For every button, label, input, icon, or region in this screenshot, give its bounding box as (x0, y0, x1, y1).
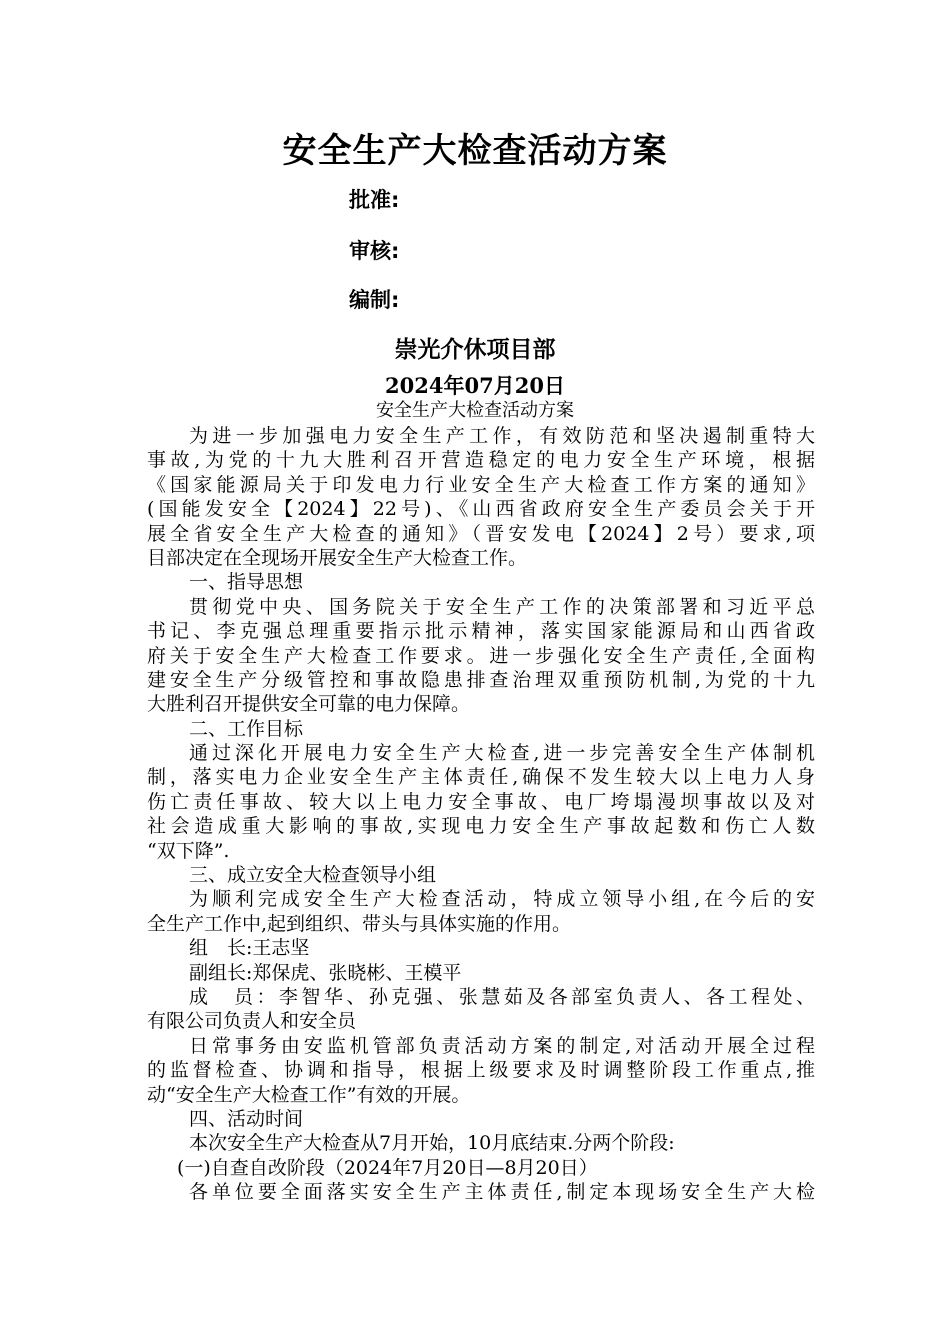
organization-name: 崇光介休项目部 (394, 337, 556, 363)
section-heading: 三、成立安全大检查领导小组 (189, 864, 437, 887)
body-line: 《国家能源局关于印发电力行业安全生产大检查工作方案的通知》 (147, 473, 815, 496)
subsection-heading: (一)自查自改阶段（2024年7月20日—8月20日） (177, 1156, 598, 1179)
document-title: 安全生产大检查活动方案 (282, 131, 668, 171)
body-line: 府关于安全生产大检查工作要求。进一步强化安全生产责任,全面构 (147, 644, 815, 667)
document-subtitle: 安全生产大检查活动方案 (376, 400, 574, 421)
body-line: 有限公司负责人和安全员 (147, 1010, 357, 1033)
document-date: 2024年07月20日 (385, 373, 565, 398)
body-line: 制，落实电力企业安全生产主体责任,确保不发生较大以上电力人身 (147, 766, 815, 789)
body-line: 全生产工作中,起到组织、带头与具体实施的作用。 (147, 912, 572, 935)
body-line: 通过深化开展电力安全生产大检查,进一步完善安全生产体制机 (189, 742, 815, 765)
body-line: 为顺利完成安全生产大检查活动，特成立领导小组,在今后的安 (189, 888, 815, 911)
section-heading: 一、指导思想 (189, 571, 304, 594)
body-line: 社会造成重大影响的事故,实现电力安全生产事故起数和伤亡人数 (147, 815, 815, 838)
body-line: 动“安全生产大检查工作”有效的开展。 (147, 1083, 471, 1106)
body-line: 展全省安全生产大检查的通知》（晋安发电【2024】2号）要求,项 (147, 522, 815, 545)
section-heading: 四、活动时间 (189, 1107, 304, 1130)
prepare-label: 编制: (349, 288, 400, 312)
body-line: 书记、李克强总理重要指示批示精神，落实国家能源局和山西省政 (147, 620, 815, 643)
body-line: “双下降”. (147, 839, 230, 862)
body-line: 事故,为党的十九大胜利召开营造稳定的电力安全生产环境，根据 (147, 449, 815, 472)
section-heading: 二、工作目标 (189, 717, 304, 740)
approve-label: 批准: (349, 188, 400, 212)
body-line: 日常事务由安监机管部负责活动方案的制定,对活动开展全过程 (189, 1034, 815, 1057)
document-body (147, 424, 815, 1205)
body-line: 目部决定在全现场开展安全生产大检查工作。 (147, 546, 528, 569)
body-line: 的监督检查、协调和指导，根据上级要求及时调整阶段工作重点,推 (147, 1059, 815, 1082)
review-label: 审核: (349, 239, 400, 263)
leader-line: 组 长:王志坚 (189, 937, 310, 960)
body-line: 大胜利召开提供安全可靠的电力保障。 (147, 693, 471, 716)
members-line: 成 员：李智华、孙克强、张慧茹及各部室负责人、各工程处、 (189, 985, 815, 1008)
body-line: 伤亡责任事故、较大以上电力安全事故、电厂垮塌漫坝事故以及对 (147, 790, 815, 813)
body-line: (国能发安全【2024】22号)、《山西省政府安全生产委员会关于开 (147, 498, 815, 521)
deputy-leader-line: 副组长:郑保虎、张晓彬、王模平 (189, 961, 462, 984)
body-line: 贯彻党中央、国务院关于安全生产工作的决策部署和习近平总 (189, 595, 815, 618)
body-line: 本次安全生产大检查从7月开始，10月底结束.分两个阶段: (189, 1132, 675, 1155)
body-line: 建安全生产分级管控和事故隐患排查治理双重预防机制,为党的十九 (147, 668, 815, 691)
body-line: 为进一步加强电力安全生产工作，有效防范和坚决遏制重特大 (189, 425, 815, 447)
body-line: 各单位要全面落实安全生产主体责任,制定本现场安全生产大检 (189, 1181, 815, 1204)
